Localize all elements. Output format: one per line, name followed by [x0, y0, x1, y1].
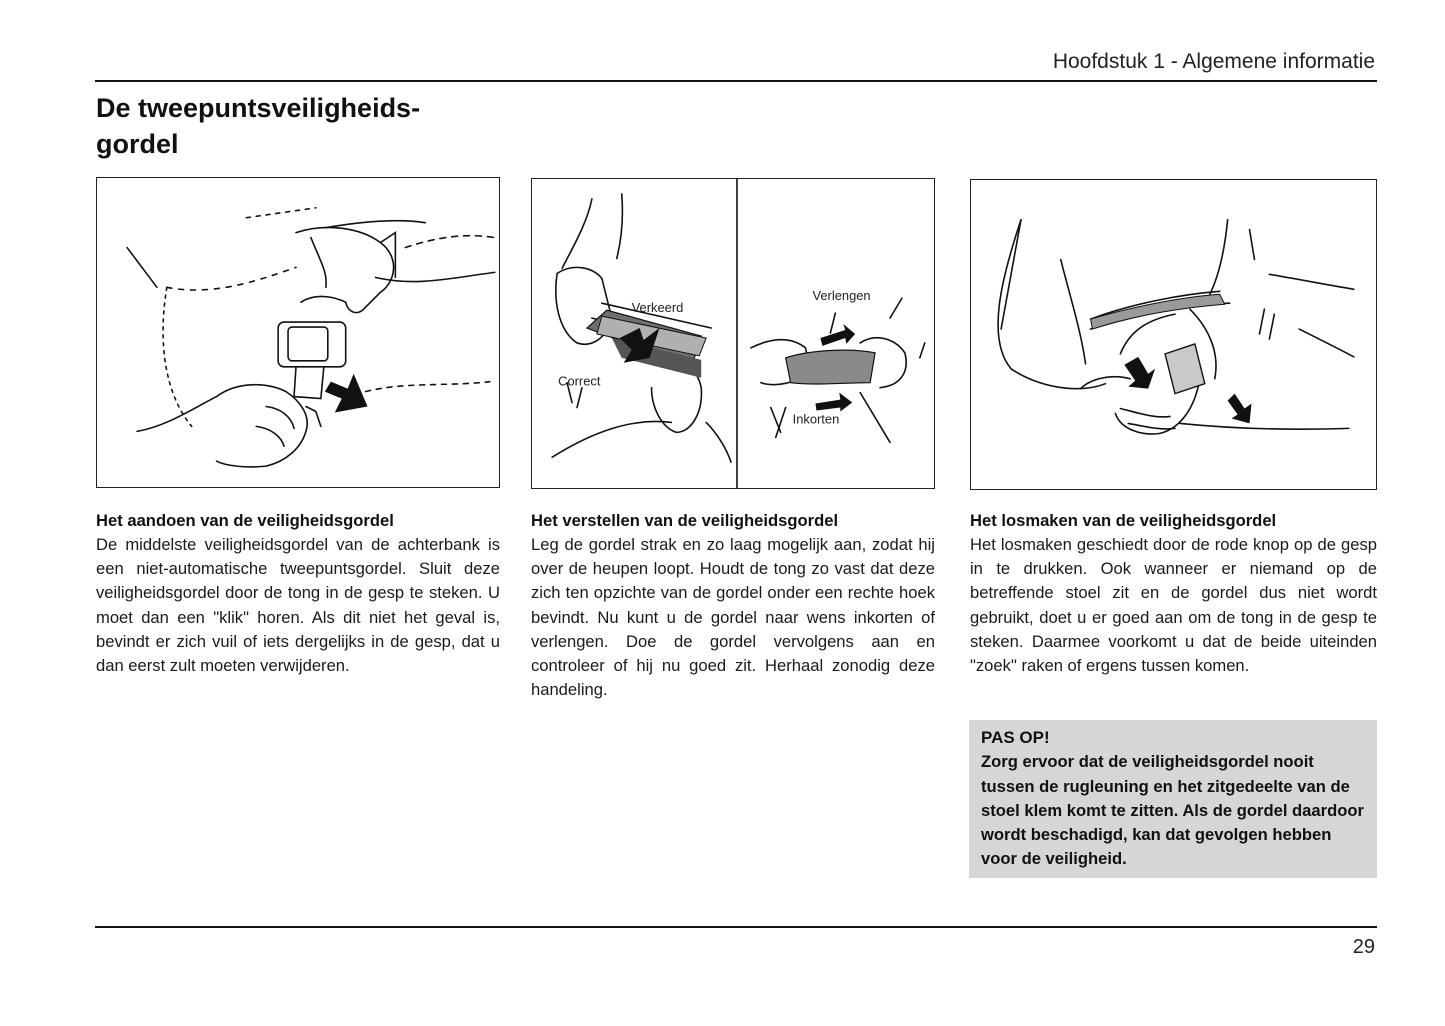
section-release-heading: Het losmaken van de veiligheidsgordel	[970, 511, 1277, 530]
label-wrong: Verkeerd	[631, 300, 684, 316]
warning-box	[969, 720, 1377, 878]
section-adjust-body: Leg de gordel strak en zo laag mogelijk aan, zodat hij over de heupen loopt. Houdt de tong zo vast dat deze zich ten opzichte van de gordel onder een rechte hoek bevindt. Nu kunt u de gordel naar wens inkorten of verlengen. Doe de gordel vervolgens aan en controleer of hij nu goed zit. Herhaal zonodig deze handeling.	[531, 535, 935, 700]
label-correct: Correct	[558, 373, 601, 389]
section-fasten-heading: Het aandoen van de veiligheidsgordel	[96, 511, 394, 530]
label-shorten: Inkorten	[792, 411, 840, 427]
warning-body: Zorg ervoor dat de veiligheidsgordel nooit tussen de rugleuning en het zitgedeelte van de stoel klem komt te zitten. Als de gordel daardoor wordt beschadigd, kan dat gevolgen hebben voor de veiligheid.	[981, 752, 1364, 869]
bottom-divider	[95, 926, 1377, 928]
page-title	[96, 90, 420, 162]
release-belt-illustration	[971, 180, 1376, 489]
label-lengthen: Verlengen	[812, 288, 871, 304]
section-release	[970, 509, 1377, 678]
page-title-line2: gordel	[96, 129, 179, 159]
fasten-belt-illustration	[97, 178, 499, 487]
figure-release-belt	[970, 179, 1377, 490]
figure-fasten-belt	[96, 177, 500, 488]
warning-title: PAS OP!	[981, 728, 1050, 747]
top-divider	[95, 80, 1377, 82]
section-adjust-heading: Het verstellen van de veiligheidsgordel	[531, 511, 839, 530]
section-release-body: Het losmaken geschiedt door de rode knop op de gesp in te drukken. Ook wanneer er niemand op de betreffende stoel zit en de gordel dus niet wordt gebruikt, doet u er goed aan om de tong in de gesp te steken. Daarmee voorkomt u dat de beide uiteinden "zoek" raken of ergens tussen komen.	[970, 535, 1377, 676]
page-number: 29	[1352, 936, 1375, 958]
chapter-header: Hoofdstuk 1 - Algemene informatie	[1052, 50, 1375, 73]
page-title-line1: De tweepuntsveiligheids-	[96, 93, 421, 123]
section-adjust	[531, 509, 935, 702]
section-fasten-body: De middelste veiligheidsgordel van de achterbank is een niet-automatische tweepuntsgordel. Sluit deze veiligheidsgordel door de tong in de gesp te steken. U moet dan een "klik" horen. Als dit niet het geval is, bevindt er zich vuil of iets dergelijks in de gesp, dat u dan eerst zult moeten verwijderen.	[96, 535, 500, 676]
figure-adjust-belt	[531, 178, 935, 489]
section-fasten	[96, 509, 500, 678]
adjust-belt-illustration	[532, 179, 934, 488]
